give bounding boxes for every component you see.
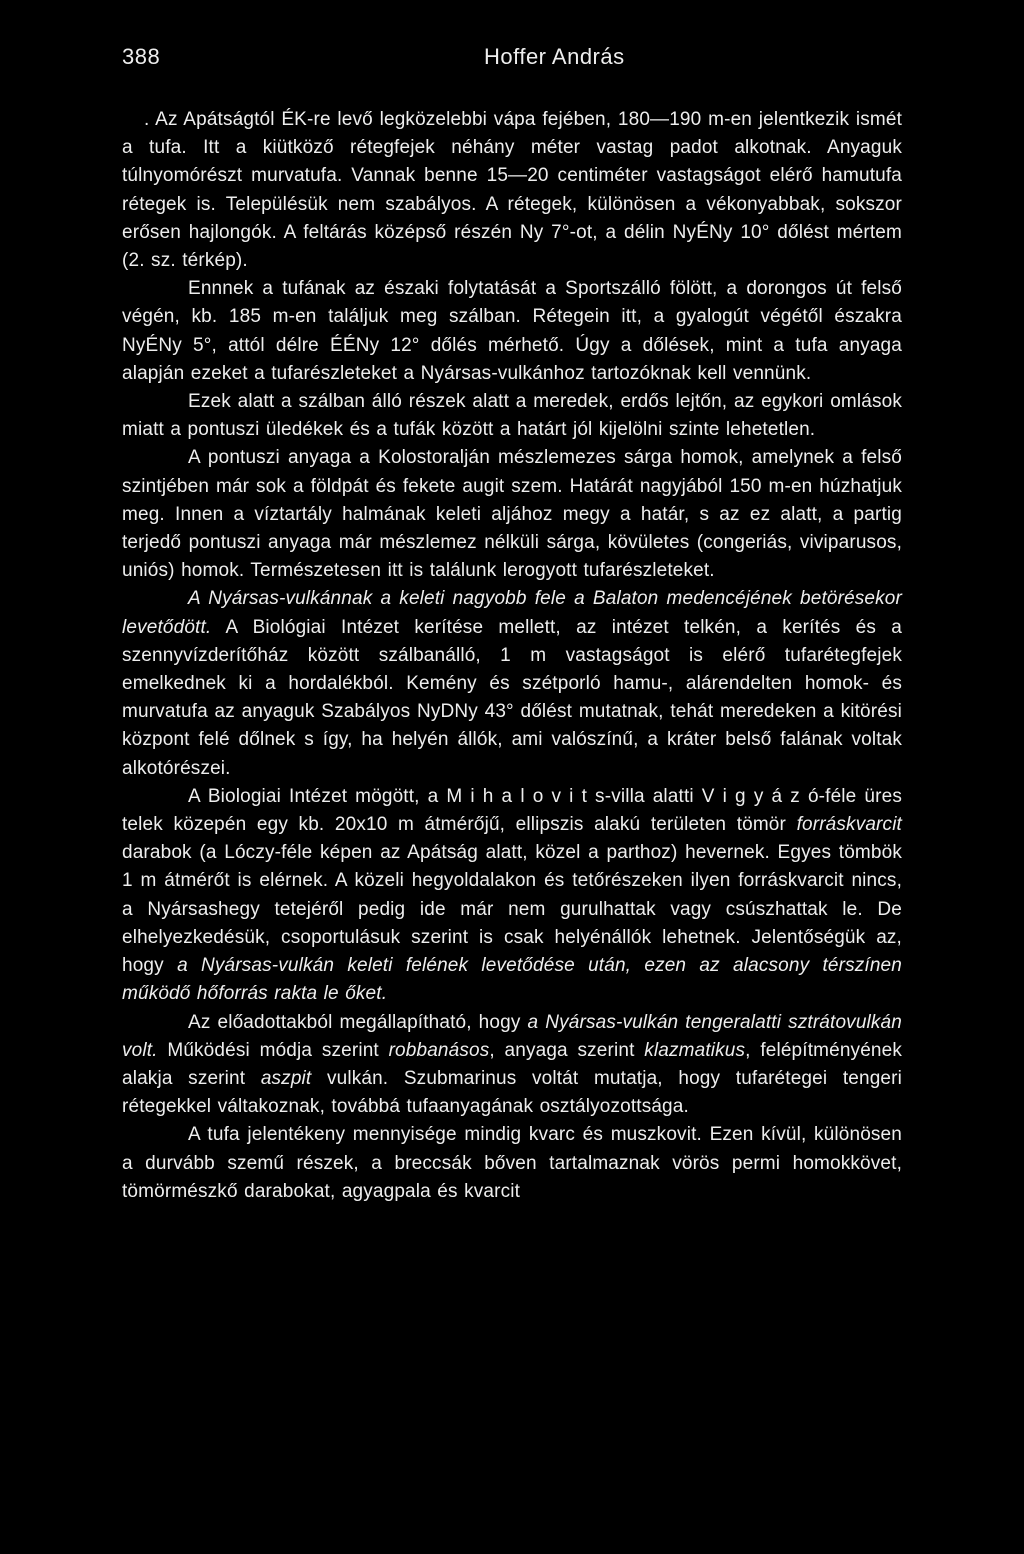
italic-segment: klazmatikus [644,1039,746,1061]
text-segment: vulkán. Szubmarinus voltát mutatja, hogy tufarétegei tengeri rétegekkel váltakoznak, továbbá tufaanyagának osztályozottsága. [122,1067,902,1118]
paragraph-3 [122,388,902,444]
text-segment: . Az Apátságtól ÉK-re levő legközelebbi vápa fejében, 180—190 m-en jelentkezik ismét a tufa. Itt a kiütköző rétegfejek néhány méter vastag padot alkotnak. Anyaguk túlnyomórészt murvatufa. Vannak benne 15—20 centiméter vastagságot elérő hamutufa rétegek is. Településük nem szabályos. A rétegek, különösen a vékonyabbak, sokszor erősen hajlongók. A feltárás középső részén Ny 7°-ot, a délin NyÉNy 10° dőlést mértem (2. sz. térkép). [122,109,902,272]
body-text [122,106,902,1206]
italic-segment: robbanásos [388,1039,490,1061]
text-segment: A pontuszi anyaga a Kolostoralján mészlemezes sárga homok, amelynek a felső szintjében már sok a földpát és fekete augit szem. Határát nagyjából 150 m-en húzhatjuk meg. Innen a víztartály halmának keleti aljához megy a határ, s az ez alatt, a partig terjedő pontuszi anyaga már mészlemez nélküli sárga, kövületes (congeriás, viviparusos, uniós) homok. Természetesen itt is találunk lerogyott tufarészleteket. [122,447,902,582]
text-segment: , anyaga szerint [489,1039,645,1061]
italic-segment: aszpit [260,1067,312,1089]
page-number: 388 [122,44,161,69]
italic-segment: forráskvarcit [796,814,902,836]
running-head: Hoffer András [484,44,625,69]
paragraph-2 [122,275,902,388]
italic-segment: a Nyársas-vulkán keleti felének levetődése után, ezen az alacsony térszínen működő hőforrás rakta le őket. [122,955,902,1005]
paragraph-7 [122,1009,902,1122]
text-segment: A Biológiai Intézet kerítése mellett, az intézet telkén, a kerítés és a szennyvízderítőház között szálbanálló, 1 m vastagságot is elérő tufarétegfejek emelkednek ki a hordalékból. Kemény és szétporló hamu-, alárendelten homok- és murvatufa az anyaguk Szabályos NyDNy 43° dőlést mutatnak, tehát meredeken a kitörési központ felé dőlnek s így, ha helyén állók, ami valószínű, a kráter belső falának voltak alkotórészei. [122,616,902,779]
text-segment: Működési módja szerint [157,1039,389,1061]
text-segment: Az előadottakból megállapítható, hogy [188,1011,528,1033]
paragraph-4 [122,444,902,585]
paragraph-1 [122,106,902,275]
paragraph-8 [122,1121,902,1206]
paragraph-6 [122,783,902,1009]
italic-segment: A Nyársas-vulkánnak a keleti nagyobb fele a Balaton medencéjének betörésekor levetődött. [122,588,902,638]
text-segment: , felépítményének alakja szerint [122,1039,902,1089]
text-segment: A tufa jelentékeny mennyisége mindig kvarc és muszkovit. Ezen kívül, különösen a durvább szemű részek, a breccsák bőven tartalmaznak vörös permi homokkövet, tömörmészkő darabokat, agyagpala és kvarcit [122,1124,902,1202]
page-header [122,44,902,78]
paragraph-5 [122,585,902,782]
text-segment: A Biologiai Intézet mögött, a M i h a l o v i t s-villa alatti V i g y á z ó-féle üres telek közepén egy kb. 20x10 m átmérőjű, ellipszis alakú területen tömör [122,785,902,836]
italic-segment: a Nyársas-vulkán tengeralatti sztrátovulkán volt. [122,1011,902,1061]
text-segment: Ennnek a tufának az északi folytatását a Sportszálló fölött, a dorongos út felső végén, kb. 185 m-en találjuk meg szálban. Rétegein itt, a gyalogút végétől északra NyÉNy 5°, attól délre ÉÉNy 12° dőlés mérhető. Úgy a dőlések, mint a tufa anyaga alapján ezeket a tufarészleteket a Nyársas-vulkánhoz tartozóknak kell vennünk. [122,278,902,384]
text-segment: darabok (a Lóczy-féle képen az Apátság alatt, közel a parthoz) hevernek. Egyes tömbök 1 m átmérőt is elérnek. A közeli hegyoldalakon és tetőrészeken ilyen forráskvarcit nincs, a Nyársashegy tetejéről pedig ide már nem gurulhattak vagy csúszhattak le. De elhelyezkedésük, csoportulásuk szerint is csak helyénállók lehetnek. Jelentőségük az, hogy [122,842,902,977]
text-segment: Ezek alatt a szálban álló részek alatt a meredek, erdős lejtőn, az egykori omlások miatt a pontuszi üledékek és a tufák között a határt jól kijelölni szinte lehetetlen. [122,391,902,441]
